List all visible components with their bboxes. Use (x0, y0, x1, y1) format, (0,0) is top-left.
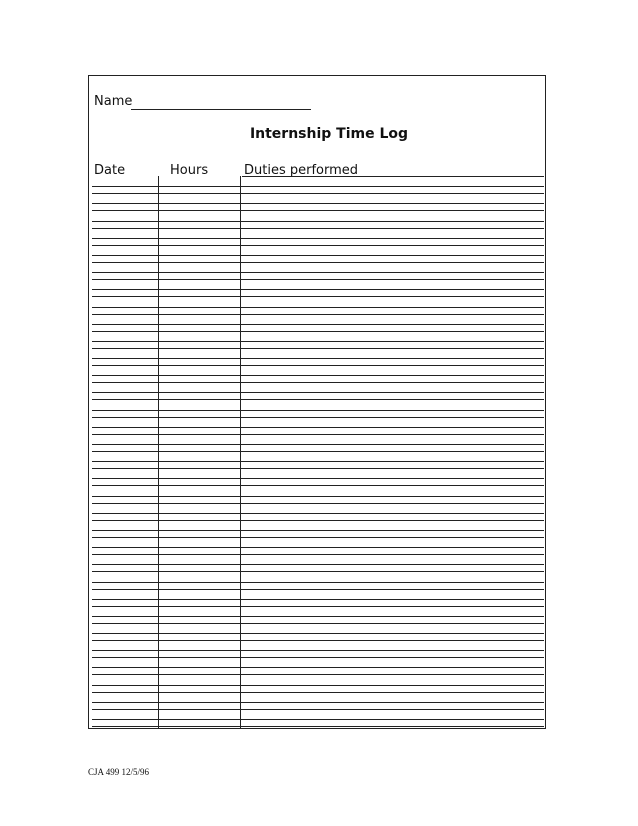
log-row-line (92, 238, 544, 239)
log-row-line (92, 726, 544, 727)
column-divider-hours-duties (240, 176, 241, 728)
log-row-line (92, 461, 544, 462)
log-row-line (92, 358, 544, 359)
log-row-line (92, 221, 544, 222)
log-row-line (92, 702, 544, 703)
log-row-line (92, 685, 544, 686)
log-row-line (92, 650, 544, 651)
log-row-line (92, 503, 544, 504)
log-row-line (92, 478, 544, 479)
log-row-line (92, 451, 544, 452)
log-row-line (92, 674, 544, 675)
log-row-line (92, 324, 544, 325)
log-row-line (92, 210, 544, 211)
log-row-line (92, 513, 544, 514)
log-row-line (92, 547, 544, 548)
column-header-duties: Duties performed (244, 163, 359, 178)
log-row-line (92, 296, 544, 297)
log-row-line (92, 616, 544, 617)
log-row-line (92, 719, 544, 720)
log-row-line (92, 434, 544, 435)
log-row-line (92, 640, 544, 641)
footer-document-code: CJA 499 12/5/96 (88, 767, 150, 777)
log-row-line (92, 272, 544, 273)
log-row-line (92, 667, 544, 668)
column-header-date: Date (94, 163, 126, 178)
log-row-line (92, 468, 544, 469)
log-row-line (92, 692, 544, 693)
log-row-line (92, 348, 544, 349)
log-row-line (92, 228, 544, 229)
log-row-line (92, 564, 544, 565)
log-row-line (92, 589, 544, 590)
log-row-line (92, 444, 544, 445)
log-row-line (92, 485, 544, 486)
log-row-line (92, 341, 544, 342)
log-row-line (92, 382, 544, 383)
log-row-line (92, 203, 544, 204)
log-row-line (92, 255, 544, 256)
log-row-line (92, 375, 544, 376)
log-row-line (92, 289, 544, 290)
log-row-line (92, 262, 544, 263)
log-row-line (92, 520, 544, 521)
log-row-line (92, 392, 544, 393)
log-row-line (92, 599, 544, 600)
column-header-hours: Hours (170, 163, 209, 178)
log-row-line (92, 410, 544, 411)
column-divider-date-hours (158, 176, 159, 728)
log-row-line (92, 633, 544, 634)
log-row-line (92, 582, 544, 583)
log-row-line (92, 554, 544, 555)
log-row-line (92, 314, 544, 315)
log-row-line (92, 307, 544, 308)
log-row-line (92, 496, 544, 497)
log-row-line (92, 606, 544, 607)
log-row-line (92, 399, 544, 400)
log-row-line (242, 176, 544, 177)
name-field-line[interactable] (131, 109, 311, 110)
log-row-line (92, 657, 544, 658)
log-row-line (92, 186, 544, 187)
log-row-line (92, 365, 544, 366)
log-row-line (92, 331, 544, 332)
log-row-line (92, 571, 544, 572)
log-row-line (92, 427, 544, 428)
log-row-line (92, 193, 544, 194)
log-row-line (92, 417, 544, 418)
log-row-line (92, 623, 544, 624)
log-row-line (92, 537, 544, 538)
log-row-line (92, 530, 544, 531)
log-row-line (92, 709, 544, 710)
log-row-line (92, 279, 544, 280)
log-row-line (92, 245, 544, 246)
form-title: Internship Time Log (249, 126, 409, 142)
name-label: Name (94, 94, 133, 109)
